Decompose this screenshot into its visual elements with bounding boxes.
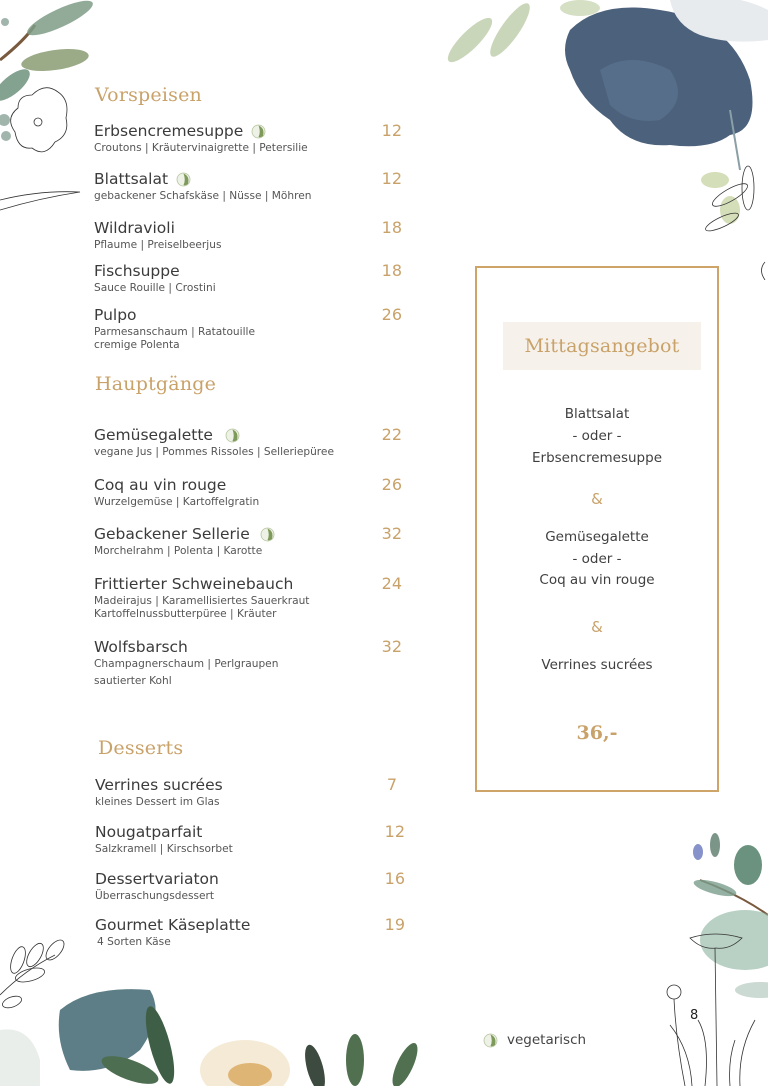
menu-item — [94, 574, 410, 621]
lunch-dessert: Verrines sucrées — [541, 657, 653, 673]
item-name: Coq au vin rouge — [94, 476, 227, 494]
menu-item — [94, 218, 410, 252]
floral-decoration-top-left — [0, 0, 100, 220]
item-name: Erbsencremesuppe — [94, 122, 244, 140]
lunch-main-option-1: Gemüsegalette — [545, 529, 649, 545]
lunch-or-separator: - oder - — [572, 428, 622, 444]
item-price: 26 — [381, 305, 402, 324]
vegetarian-leaf-icon — [260, 527, 275, 542]
item-price: 24 — [381, 574, 402, 593]
item-price: 32 — [381, 524, 402, 543]
item-price: 12 — [384, 822, 405, 841]
item-price: 22 — [381, 425, 402, 444]
item-name: Nougatparfait — [95, 823, 203, 841]
item-description: Parmesanschaum | Ratatouille — [94, 326, 255, 338]
item-name: Fischsuppe — [94, 262, 180, 280]
menu-item — [95, 869, 411, 903]
item-price: 18 — [381, 261, 402, 280]
lunch-offer-title: Mittagsangebot — [524, 335, 680, 357]
lunch-starter-option-2: Erbsencremesuppe — [531, 450, 663, 466]
section-title-desserts: Desserts — [98, 737, 184, 759]
page-number: 8 — [690, 1008, 699, 1023]
item-description: kleines Dessert im Glas — [95, 796, 220, 808]
lunch-starter-option-1: Blattsalat — [564, 406, 630, 422]
item-description: Kartoffelnussbutterpüree | Kräuter — [94, 608, 277, 620]
item-price: 18 — [381, 218, 402, 237]
item-description: Croutons | Kräutervinaigrette | Petersilie — [94, 142, 308, 154]
item-name: Gourmet Käseplatte — [95, 916, 251, 934]
lunch-offer-price: 36,- — [576, 722, 618, 744]
item-description: Champagnerschaum | Perlgraupen — [94, 658, 279, 670]
item-price: 32 — [381, 637, 402, 656]
menu-item — [94, 637, 410, 688]
lunch-offer-title-box — [503, 322, 701, 370]
menu-item — [94, 425, 410, 459]
menu-item — [94, 305, 410, 352]
item-name: Wolfsbarsch — [94, 638, 188, 656]
item-description: Salzkramell | Kirschsorbet — [95, 843, 233, 855]
menu-item — [95, 822, 411, 856]
menu-item — [94, 524, 410, 558]
item-description: Pflaume | Preiselbeerjus — [94, 239, 222, 251]
menu-item — [95, 915, 411, 949]
vegetarian-leaf-icon — [483, 1033, 498, 1048]
item-name: Gemüsegalette — [94, 426, 213, 444]
floral-decoration-bottom-right — [660, 820, 768, 1086]
item-description: Morchelrahm | Polenta | Karotte — [94, 545, 263, 557]
item-name: Frittierter Schweinebauch — [94, 575, 294, 593]
menu-item — [94, 261, 410, 295]
item-description: Sauce Rouille | Crostini — [94, 282, 216, 294]
item-price: 7 — [386, 775, 397, 794]
item-name: Blattsalat — [94, 170, 169, 188]
item-description: sautierter Kohl — [94, 675, 172, 687]
menu-item — [94, 121, 410, 155]
floral-decoration-bottom-left — [0, 930, 430, 1086]
item-name: Gebackener Sellerie — [94, 525, 250, 543]
menu-item — [95, 775, 411, 809]
section-title-vorspeisen: Vorspeisen — [95, 84, 202, 106]
item-price: 12 — [381, 169, 402, 188]
floral-decoration-top-right — [430, 0, 768, 280]
item-description: gebackener Schafskäse | Nüsse | Möhren — [94, 190, 312, 202]
item-name: Verrines sucrées — [95, 776, 223, 794]
vegetarian-leaf-icon — [176, 172, 191, 187]
item-price: 19 — [384, 915, 405, 934]
menu-item — [94, 475, 410, 509]
menu-item — [94, 169, 410, 203]
lunch-ampersand: & — [591, 618, 603, 636]
item-price: 26 — [381, 475, 402, 494]
item-description: vegane Jus | Pommes Rissoles | Selleriepüree — [94, 446, 334, 458]
item-name: Pulpo — [94, 306, 137, 324]
vegetarian-leaf-icon — [225, 428, 240, 443]
item-price: 16 — [384, 869, 405, 888]
item-description: Madeirajus | Karamellisiertes Sauerkraut — [94, 595, 310, 607]
vegetarian-leaf-icon — [251, 124, 266, 139]
section-title-hauptgaenge: Hauptgänge — [95, 373, 217, 395]
legend-label: vegetarisch — [507, 1032, 587, 1048]
lunch-offer-box — [475, 266, 719, 792]
item-name: Wildravioli — [94, 219, 175, 237]
item-description: cremige Polenta — [94, 339, 180, 351]
item-description: 4 Sorten Käse — [97, 936, 171, 948]
item-price: 12 — [381, 121, 402, 140]
lunch-ampersand: & — [591, 490, 603, 508]
lunch-or-separator: - oder - — [572, 551, 622, 567]
lunch-main-option-2: Coq au vin rouge — [539, 572, 655, 588]
vegetarian-legend — [483, 1032, 586, 1048]
item-description: Überraschungsdessert — [95, 890, 215, 902]
item-description: Wurzelgemüse | Kartoffelgratin — [94, 496, 260, 508]
item-name: Dessertvariaton — [95, 870, 219, 888]
